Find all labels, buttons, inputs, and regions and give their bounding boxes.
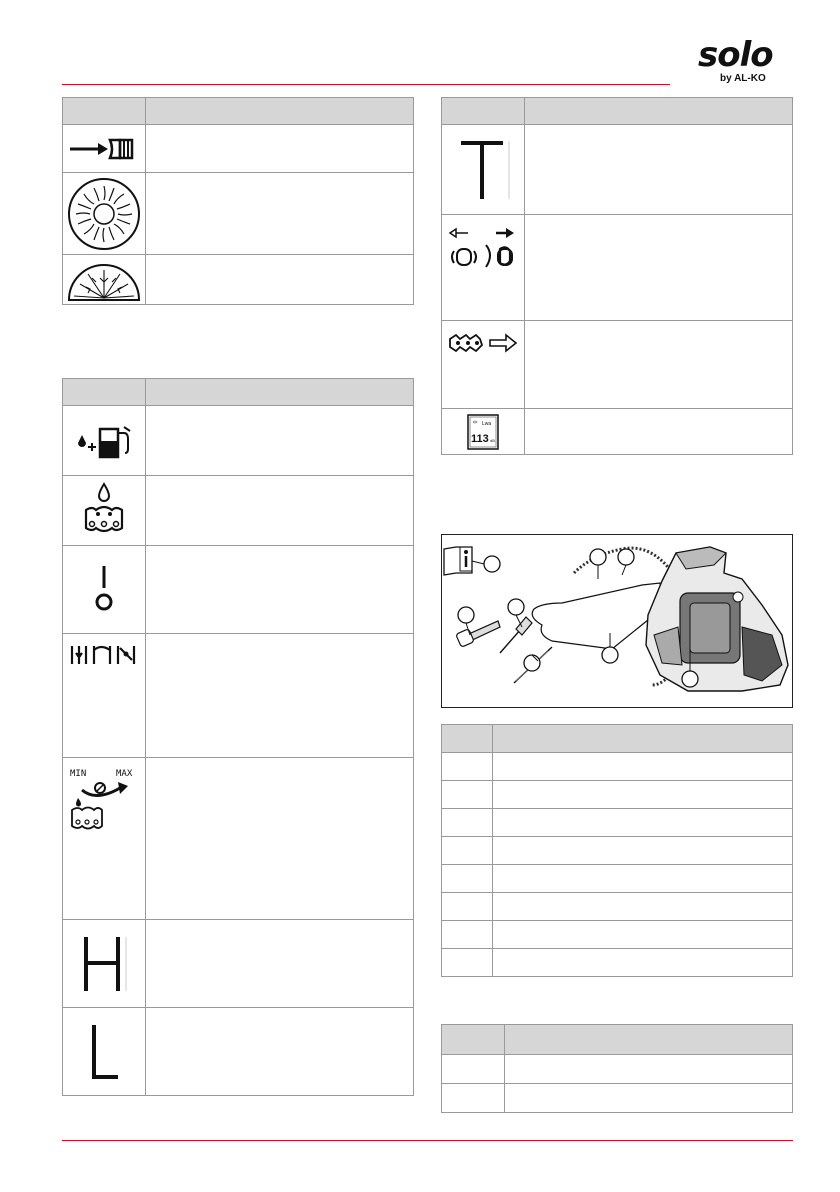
sound-power-level-icon xyxy=(442,409,525,455)
on-off-switch-icon xyxy=(63,546,146,634)
callout-7 xyxy=(524,655,540,671)
table-row xyxy=(442,893,793,921)
row-text xyxy=(146,1008,414,1096)
callout-3 xyxy=(618,549,634,565)
choke-positions-icon xyxy=(63,634,146,758)
cell-no xyxy=(442,837,493,865)
table-row xyxy=(442,949,793,977)
cell-component xyxy=(493,809,793,837)
header-cell-symbol xyxy=(442,98,525,125)
header-cell-meaning xyxy=(146,98,414,125)
sun-circle-icon xyxy=(63,173,146,255)
scope-of-delivery-table xyxy=(441,724,793,977)
row-text xyxy=(146,546,414,634)
header-cell-no xyxy=(442,725,493,753)
table-row xyxy=(442,837,793,865)
cell-component xyxy=(493,837,793,865)
cell-b xyxy=(505,1084,793,1113)
badge-label: Lwa xyxy=(482,420,492,427)
table-row xyxy=(63,255,414,305)
cell-no xyxy=(442,753,493,781)
logo-wordmark: solo xyxy=(698,35,773,75)
row-text xyxy=(525,125,793,215)
table-row xyxy=(63,476,414,546)
cell-component xyxy=(493,865,793,893)
header-cell-a xyxy=(442,1025,505,1055)
row-text xyxy=(146,634,414,758)
row-text xyxy=(146,920,414,1008)
row-text xyxy=(146,406,414,476)
row-text xyxy=(146,125,414,173)
svg-text:MAX: MAX xyxy=(116,769,133,779)
table-row xyxy=(442,1055,793,1084)
snowflake-semicircle-icon xyxy=(63,255,146,305)
logo-subline: by AL-KO xyxy=(720,73,766,84)
table-header-row xyxy=(442,1025,793,1055)
svg-text:MIN: MIN xyxy=(70,769,87,779)
chain-oil-drop-icon xyxy=(63,476,146,546)
header-cell-meaning xyxy=(525,98,793,125)
screwdriver xyxy=(500,617,532,653)
table-row xyxy=(442,921,793,949)
row-text xyxy=(525,215,793,321)
chainsaw-body xyxy=(646,547,788,691)
cell-component xyxy=(493,893,793,921)
callout-8 xyxy=(682,671,698,687)
small-info-table xyxy=(441,1024,793,1113)
oil-pump-min-max-icon xyxy=(63,758,146,920)
callout-5 xyxy=(508,599,524,615)
cell-no xyxy=(442,781,493,809)
table-row xyxy=(442,125,793,215)
cell-component xyxy=(493,921,793,949)
symbols-table-top-left xyxy=(62,97,414,305)
letter-l-icon xyxy=(63,1008,146,1096)
table-row xyxy=(63,758,414,920)
footer-rule xyxy=(62,1140,793,1141)
row-text xyxy=(525,409,793,455)
chainsaw-scope-figure xyxy=(441,534,793,708)
table-header-row xyxy=(63,379,414,406)
cell-component xyxy=(493,949,793,977)
cell-no xyxy=(442,893,493,921)
table-row xyxy=(63,634,414,758)
cell-no xyxy=(442,809,493,837)
cell-component xyxy=(493,781,793,809)
callout-4 xyxy=(458,607,474,623)
table-header-row xyxy=(442,725,793,753)
table-row xyxy=(442,321,793,409)
row-text xyxy=(146,476,414,546)
brand-logo xyxy=(698,35,788,88)
table-row xyxy=(442,865,793,893)
row-text xyxy=(146,758,414,920)
table-row xyxy=(442,753,793,781)
letter-h-icon xyxy=(63,920,146,1008)
symbols-table-left xyxy=(62,378,414,1096)
symbols-table-right xyxy=(441,97,793,455)
combination-wrench xyxy=(456,621,500,647)
callout-2 xyxy=(590,549,606,565)
badge-unit: dB xyxy=(490,437,495,443)
chain-direction-icon xyxy=(442,321,525,409)
header-cell-b xyxy=(505,1025,793,1055)
table-row xyxy=(442,781,793,809)
guide-bar xyxy=(532,583,664,649)
table-row xyxy=(63,1008,414,1096)
cell-a xyxy=(442,1084,505,1113)
row-text xyxy=(146,255,414,305)
info-manual-icon xyxy=(444,547,472,575)
cell-component xyxy=(493,753,793,781)
letter-t-icon xyxy=(442,125,525,215)
table-row xyxy=(63,920,414,1008)
table-header-row xyxy=(442,98,793,125)
table-row xyxy=(442,409,793,455)
header-rule xyxy=(62,84,670,85)
callout-1 xyxy=(484,556,500,572)
chain-brake-release-icon xyxy=(442,215,525,321)
table-row xyxy=(442,1084,793,1113)
badge-value: 113 xyxy=(471,432,489,445)
cell-b xyxy=(505,1055,793,1084)
row-text xyxy=(146,173,414,255)
table-header-row xyxy=(63,98,414,125)
table-row xyxy=(442,215,793,321)
arrow-to-bracket-icon xyxy=(63,125,146,173)
cell-no xyxy=(442,921,493,949)
cell-no xyxy=(442,865,493,893)
fuel-mix-pump-icon xyxy=(63,406,146,476)
table-row xyxy=(63,546,414,634)
cell-a xyxy=(442,1055,505,1084)
row-text xyxy=(525,321,793,409)
table-row xyxy=(442,809,793,837)
header-cell-symbol xyxy=(63,98,146,125)
table-row xyxy=(63,406,414,476)
table-row xyxy=(63,173,414,255)
header-cell-meaning xyxy=(146,379,414,406)
header-cell-component xyxy=(493,725,793,753)
header-cell-symbol xyxy=(63,379,146,406)
callout-6 xyxy=(602,647,618,663)
table-row xyxy=(63,125,414,173)
cell-no xyxy=(442,949,493,977)
